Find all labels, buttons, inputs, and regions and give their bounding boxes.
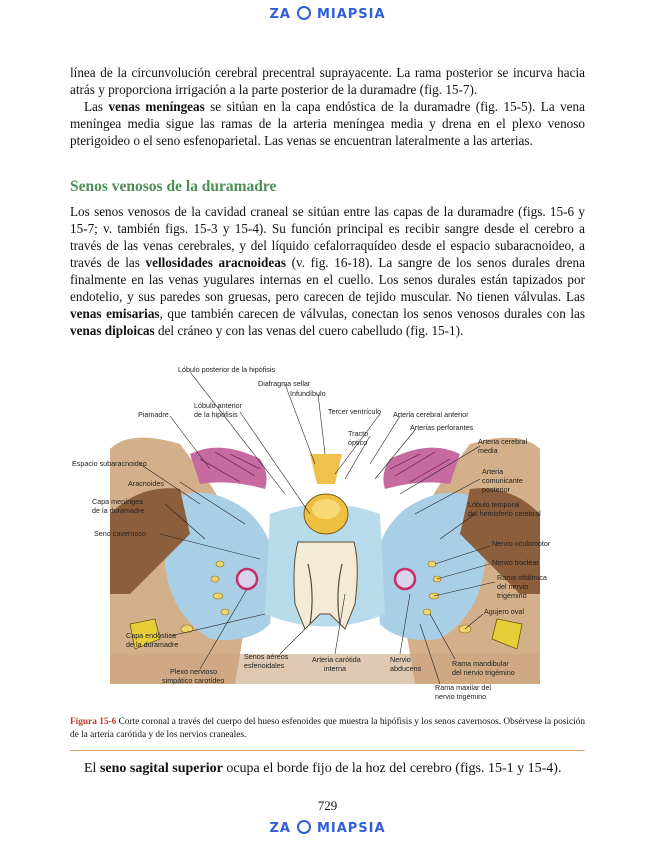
label-arteria-cerebral-media: Arteria cerebral <box>478 437 528 446</box>
figure-caption <box>70 716 585 742</box>
label-piamadre: Piamadre <box>138 410 169 419</box>
page-number: 729 <box>317 798 338 813</box>
label-agujero-oval: Agujero oval <box>484 607 524 616</box>
label-diafragma: Diafragma sellar <box>258 379 311 388</box>
caption-text: Corte coronal a través del cuerpo del hueso esfenoides que muestra la hipófisis y los senos cavernosos. Obsérvese la posición de la arteria carótida y de los nervios craneales. <box>70 717 585 740</box>
label-lobulo-temporal: Lóbulo temporal <box>468 500 520 509</box>
label-nervio-oculomotor: Nervio oculomotor <box>492 539 551 548</box>
label-tracto-2: óptico <box>348 438 368 447</box>
label-lobulo-anterior-2: de la hipófisis <box>194 410 238 419</box>
label-arteria-carotida: Arteria carótida <box>312 655 361 664</box>
label-nervio-abducens: Nervio <box>390 655 411 664</box>
circle-icon <box>297 6 311 20</box>
label-senos-aereos: Senos aéreos <box>244 652 289 661</box>
label-arterias-perforantes: Arterias perforantes <box>410 423 474 432</box>
label-lobulo-anterior: Lóbulo anterior <box>194 401 242 410</box>
label-rama-mandibular: Rama mandibular <box>452 659 509 668</box>
label-arteria-carotida-2: interna <box>324 664 346 673</box>
label-capa-meningea-2: de la duramadre <box>92 506 145 515</box>
label-lobulo-posterior: Lóbulo posterior de la hipófisis <box>178 365 276 374</box>
label-seno-cavernoso: Seno cavernoso <box>94 529 146 538</box>
term-venas-diploicas: venas diploicas <box>70 323 155 338</box>
watermark-left: ZA <box>269 7 291 22</box>
label-arteria-comunicante-2: comunicante <box>482 476 523 485</box>
label-arteria-comunicante-3: posterior <box>482 485 510 494</box>
label-infundibulo: Infundíbulo <box>290 389 326 398</box>
caption-label: Figura 15-6 <box>70 717 117 727</box>
term-venas-meningeas: venas meníngeas <box>108 99 205 114</box>
paragraph-3: Los senos venosos de la cavidad craneal se sitúan entre las capas de la duramadre (figs. 15-6 y 15-7; v. también figs. 15-3 y 15-4). Su función principal es recibir sangre desde el cerebro a través de las venas cerebrales, y del líquido cefalorraquídeo desde el espacio subaracnoideo, a través de las vellosidades aracnoideas (v. fig. 16-18). La sangre de los senos durales drena finalmente en las venas yugulares internas en el cuello. Los senos durales están tapizados por endotelio, y sus paredes son gruesas, pero carecen de tejido muscular. No tienen válvulas. Las venas emisarias, que también carecen de válvulas, conectan los senos venosos durales con las venas diploicas del cráneo y con las venas del cuero cabelludo (fig. 15-1). <box>70 204 586 338</box>
label-rama-oftalmica: Rama oftálmica <box>497 573 547 582</box>
watermark-right: MIAPSIA <box>316 821 386 836</box>
label-rama-maxilar-2: nervio trigémino <box>435 692 487 701</box>
label-nervio-abducens-2: abducens <box>390 664 422 673</box>
watermark-left: ZA <box>269 821 291 836</box>
anatomy-figure <box>70 364 585 706</box>
label-rama-oftalmica-2: del nervio <box>497 582 529 591</box>
label-lobulo-temporal-2: del hemisferio cerebral <box>468 509 541 518</box>
watermark-footer <box>0 820 655 836</box>
circle-icon <box>297 820 311 834</box>
label-arteria-cerebral-media-2: media <box>478 446 498 455</box>
label-aracnoides: Aracnoides <box>128 479 164 488</box>
label-capa-meningea: Capa meníngea <box>92 497 144 506</box>
label-senos-aereos-2: esfenoidales <box>244 661 285 670</box>
label-espacio-subaracnoideo: Espacio subaracnoideo <box>72 459 147 468</box>
divider <box>70 750 585 751</box>
label-arteria-comunicante: Arteria <box>482 467 504 476</box>
label-capa-endostica: Capa endóstica <box>126 631 176 640</box>
paragraph-4: El seno sagital superior ocupa el borde fijo de la hoz del cerebro (figs. 15-1 y 15-4). <box>84 761 562 776</box>
term-venas-emisarias: venas emisarias <box>70 306 160 321</box>
term-seno-sagital: seno sagital superior <box>99 761 223 776</box>
label-plexo-nervioso: Plexo nervioso <box>170 667 218 676</box>
label-rama-mandibular-2: del nervio trigémino <box>452 668 515 677</box>
watermark-header <box>0 6 655 22</box>
anatomy-illustration <box>70 364 585 706</box>
label-tercer-ventriculo: Tercer ventrículo <box>328 407 382 416</box>
label-rama-oftalmica-3: trigémino <box>497 591 527 600</box>
watermark-right: MIAPSIA <box>316 7 386 22</box>
label-plexo-nervioso-2: simpático carotídeo <box>162 676 225 685</box>
label-rama-maxilar: Rama maxilar del <box>435 683 491 692</box>
label-capa-endostica-2: de la duramadre <box>126 640 179 649</box>
term-vellosidades: vellosidades aracnoideas <box>145 255 286 270</box>
label-tracto: Tracto <box>348 429 369 438</box>
paragraph-1: línea de la circunvolución cerebral precentral suprayacente. La rama posterior se incurva hacia atrás y proporciona irrigación a la parte posterior de la duramadre (fig. 15-7). <box>70 65 585 97</box>
paragraph-2: Las venas meníngeas se sitúan en la capa endóstica de la duramadre (fig. 15-5). La vena meníngea media sigue las ramas de la arteria meníngea media y drena en el plexo venoso pterigoideo o el seno esfenoparietal. Las venas se encuentran lateralmente a las arterias. <box>70 99 585 148</box>
label-nervio-troclear: Nervio troclear <box>492 558 539 567</box>
section-heading: Senos venosos de la duramadre <box>70 178 277 195</box>
label-arteria-cerebral-anterior: Arteria cerebral anterior <box>393 410 469 419</box>
